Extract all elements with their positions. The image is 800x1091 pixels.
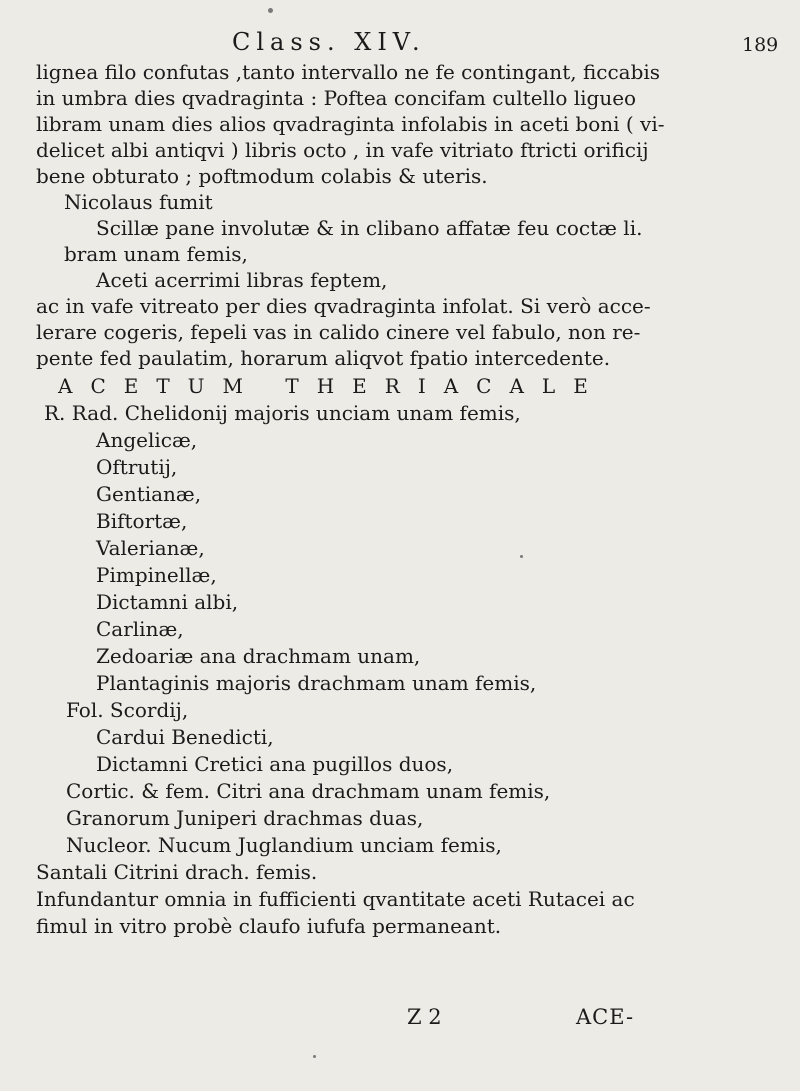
body-line: libram unam dies alios qvadraginta infolabis in aceti boni ( vi- (36, 112, 665, 136)
body-line: delicet albi antiqvi ) libris octo , in vafe vitriato ftricti orificij (36, 138, 649, 162)
recipe-line: Oftrutij, (96, 455, 178, 479)
recipe-line: Fol. Scordij, (66, 698, 189, 722)
recipe-line: fimul in vitro probè claufo iufufa permaneant. (36, 914, 502, 938)
body-line: Scillæ pane involutæ & in clibano affatæ feu coctæ li. (96, 216, 643, 240)
section-heading: ACETUM THERIACALE (58, 374, 606, 398)
page-number: 189 (742, 34, 779, 56)
body-line: bram unam femis, (64, 242, 248, 266)
recipe-line: Zedoariæ ana drachmam unam, (96, 644, 421, 668)
recipe-line: Dictamni albi, (96, 590, 239, 614)
body-line: bene obturato ; poftmodum colabis & uteris. (36, 164, 488, 188)
recipe-line: Santali Citrini drach. femis. (36, 860, 318, 884)
ink-speck (520, 555, 523, 558)
body-line: in umbra dies qvadraginta : Poftea concifam cultello ligueo (36, 86, 637, 110)
recipe-line: Dictamni Cretici ana pugillos duos, (96, 752, 454, 776)
ink-speck (268, 8, 273, 13)
recipe-line: Pimpinellæ, (96, 563, 217, 587)
recipe-line: Carlinæ, (96, 617, 184, 641)
recipe-line: R. Rad. Chelidonij majoris unciam unam femis, (44, 401, 521, 425)
recipe-line: Granorum Juniperi drachmas duas, (66, 806, 424, 830)
body-line: lignea filo confutas ,tanto intervallo ne fe contingant, ficcabis (36, 60, 661, 84)
body-line: lerare cogeris, fepeli vas in calido cinere vel fabulo, non re- (36, 320, 641, 344)
recipe-line: Infundantur omnia in fufficienti qvantitate aceti Rutacei ac (36, 887, 635, 911)
recipe-line: Nucleor. Nucum Juglandium unciam femis, (66, 833, 502, 857)
body-line: ac in vafe vitreato per dies qvadraginta infolat. Si verò acce- (36, 294, 651, 318)
body-line: Aceti acerrimi libras feptem, (96, 268, 388, 292)
body-line: Nicolaus fumit (64, 190, 213, 214)
recipe-line: Gentianæ, (96, 482, 202, 506)
body-line: pente fed paulatim, horarum aliqvot fpatio intercedente. (36, 346, 611, 370)
recipe-line: Valerianæ, (96, 536, 205, 560)
recipe-line: Cortic. & fem. Citri ana drachmam unam femis, (66, 779, 551, 803)
recipe-line: Angelicæ, (96, 428, 198, 452)
recipe-line: Plantaginis majoris drachmam unam femis, (96, 671, 537, 695)
signature-mark: Z 2 (407, 1005, 442, 1029)
ink-speck (313, 1055, 316, 1058)
recipe-line: Biftortæ, (96, 509, 188, 533)
catchword: ACE- (576, 1005, 635, 1029)
recipe-line: Cardui Benedicti, (96, 725, 274, 749)
running-head-class: Class. XIV. (232, 28, 426, 56)
